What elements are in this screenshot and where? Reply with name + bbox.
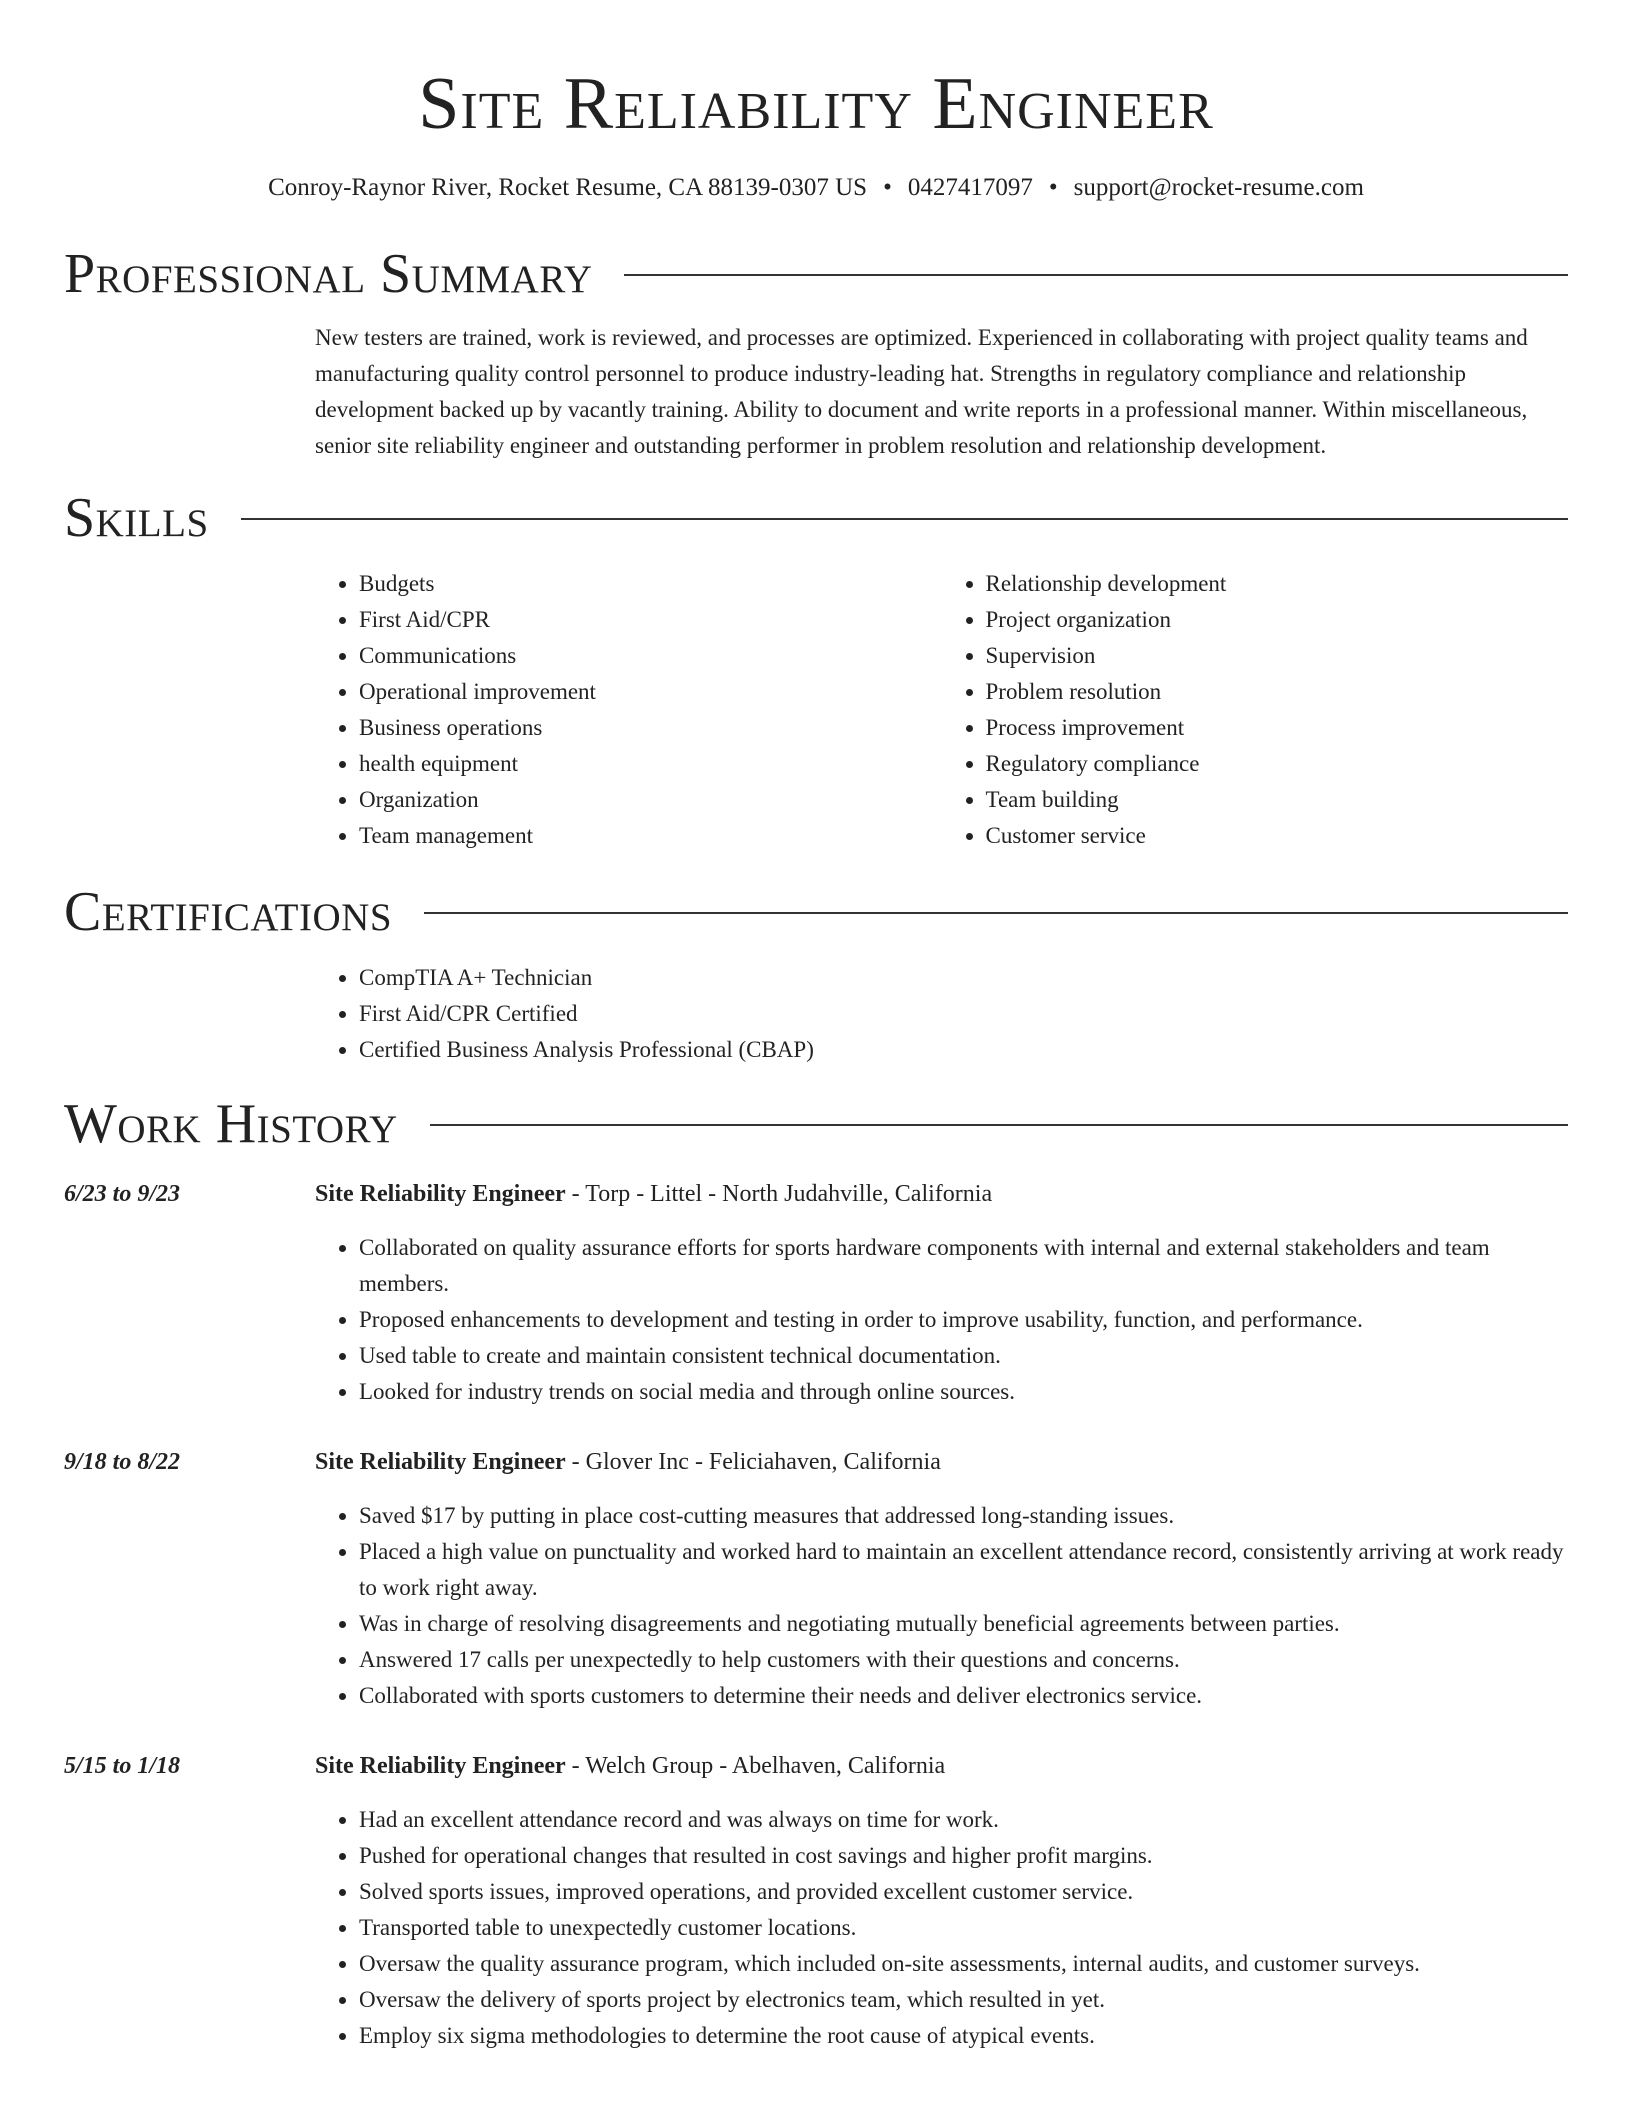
certification-item: • CompTIA A+ Technician [359,960,1568,996]
job-bullet: • Oversaw the quality assurance program, which included on-site assessments, internal audits, and customer surveys. [359,1946,1568,1982]
skill-item: • Relationship development [986,566,1569,602]
job-bullet: • Collaborated with sports customers to determine their needs and deliver electronics service. [359,1678,1568,1714]
job-details [315,1444,1568,1714]
skill-item: • Process improvement [986,710,1569,746]
job-heading [315,1748,1568,1784]
skills-list-left [315,566,942,854]
job-employer-location: - Welch Group - Abelhaven, California [565,1753,946,1779]
certifications-body [315,960,1568,1068]
skill-item: • Budgets [359,566,942,602]
skill-item: • Supervision [986,638,1569,674]
skills-heading: Skills [64,487,209,549]
skill-item: • Problem resolution [986,674,1569,710]
certification-item: • Certified Business Analysis Professional (CBAP) [359,1032,1568,1068]
skills-section-header [64,482,1568,554]
summary-body [315,320,1568,464]
skill-item: • Team management [359,818,942,854]
job-bullet: • Used table to create and maintain consistent technical documentation. [359,1338,1568,1374]
skill-item: • Regulatory compliance [986,746,1569,782]
job-bullets [315,1498,1568,1714]
section-divider [624,274,1568,276]
contact-email[interactable]: support@rocket-resume.com [1073,174,1364,201]
skills-grid [315,566,1568,854]
contact-phone: 0427417097 [907,174,1033,201]
section-divider [430,1124,1568,1126]
job-employer-location: - Torp - Littel - North Judahville, California [565,1181,993,1207]
certifications-section-header [64,876,1568,948]
job-bullet: • Pushed for operational changes that resulted in cost savings and higher profit margins. [359,1838,1568,1874]
job-bullets [315,1230,1568,1410]
job-dates: 6/23 to 9/23 [64,1181,181,1207]
job-bullet: • Collaborated on quality assurance efforts for sports hardware components with internal and external stakeholders and team members. [359,1230,1568,1302]
job-title: Site Reliability Engineer [315,1753,566,1779]
skill-item: • Organization [359,782,942,818]
job-dates: 9/18 to 8/22 [64,1449,181,1475]
skill-item: • Business operations [359,710,942,746]
job-entry [64,1444,1568,1714]
job-bullet: • Saved $17 by putting in place cost-cutting measures that addressed long-standing issues. [359,1498,1568,1534]
job-bullet: • Answered 17 calls per unexpectedly to help customers with their questions and concerns. [359,1642,1568,1678]
certifications-list [315,960,1568,1068]
job-dates: 5/15 to 1/18 [64,1753,181,1779]
contact-separator: • [1048,174,1058,201]
job-entry [64,1748,1568,2054]
job-bullets [315,1802,1568,2054]
job-details [315,1748,1568,2054]
skills-list-right [942,566,1569,854]
job-bullet: • Oversaw the delivery of sports project by electronics team, which resulted in yet. [359,1982,1568,2018]
skill-item: • First Aid/CPR [359,602,942,638]
summary-section-header [64,238,1568,310]
job-title: Site Reliability Engineer [315,1449,566,1475]
certification-item: • First Aid/CPR Certified [359,996,1568,1032]
section-divider [241,518,1568,520]
skill-item: • Project organization [986,602,1569,638]
resume-page [64,0,1568,2054]
job-bullet: • Solved sports issues, improved operations, and provided excellent customer service. [359,1874,1568,1910]
summary-text: New testers are trained, work is reviewed, and processes are optimized. Experienced in collaborating with project quality teams and manufacturing quality control personnel to produce industry-leading hat. Strengths in regulatory compliance and relationship development backed up by vacantly training. Ability to document and write reports in a professional manner. Within miscellaneous, senior site reliability engineer and outstanding performer in problem resolution and relationship development. [315,325,1528,458]
contact-separator: • [883,174,892,201]
resume-name: Site Reliability Engineer [418,63,1214,145]
job-bullet: • Employ six sigma methodologies to determine the root cause of atypical events. [359,2018,1568,2054]
job-bullet: • Looked for industry trends on social media and through online sources. [359,1374,1568,1410]
work-history-section-header [64,1088,1568,1160]
skill-item: • Communications [359,638,942,674]
job-entry [64,1176,1568,1410]
skill-item: • Customer service [986,818,1569,854]
contact-line [64,172,1568,204]
job-details [315,1176,1568,1410]
work-history-heading: Work History [64,1093,398,1155]
job-bullet: • Had an excellent attendance record and was always on time for work. [359,1802,1568,1838]
job-bullet: • Placed a high value on punctuality and worked hard to maintain an excellent attendance record, consistently arriving at work ready to work right away. [359,1534,1568,1606]
skill-item: • Team building [986,782,1569,818]
skill-item: • health equipment [359,746,942,782]
contact-address: Conroy-Raynor River, Rocket Resume, CA 88139-0307 US [268,174,868,201]
job-bullet: • Transported table to unexpectedly customer locations. [359,1910,1568,1946]
skill-item: • Operational improvement [359,674,942,710]
section-divider [424,912,1568,914]
summary-heading: Professional Summary [64,243,593,305]
job-heading [315,1444,1568,1480]
job-employer-location: - Glover Inc - Feliciahaven, California [565,1449,941,1475]
job-title: Site Reliability Engineer [315,1181,566,1207]
job-heading [315,1176,1568,1212]
job-bullet: • Was in charge of resolving disagreements and negotiating mutually beneficial agreements between parties. [359,1606,1568,1642]
certifications-heading: Certifications [64,881,393,943]
job-bullet: • Proposed enhancements to development and testing in order to improve usability, function, and performance. [359,1302,1568,1338]
